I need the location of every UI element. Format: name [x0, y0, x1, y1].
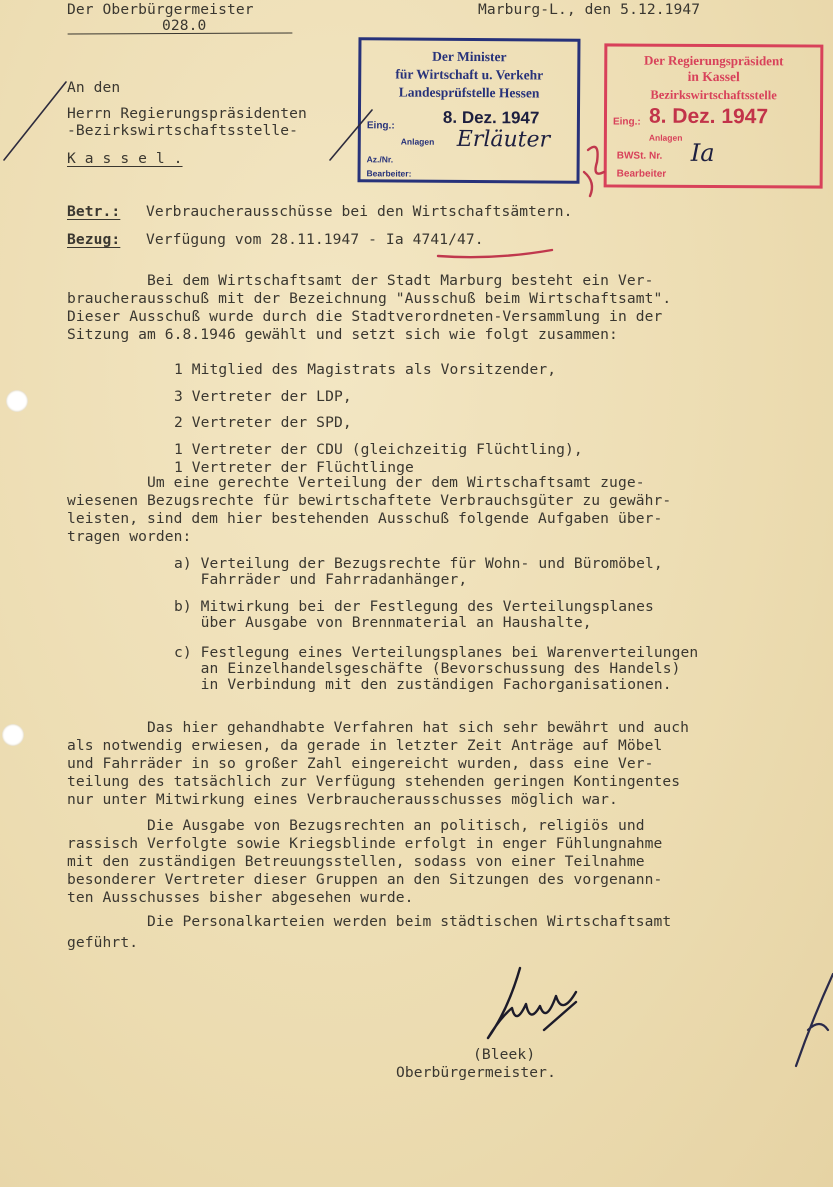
stamp-ministry-line-1: Der Minister — [432, 48, 507, 65]
task-c-line-2: an Einzelhandelsgeschäfte (Bevorschussung des Handels) — [174, 660, 681, 677]
stamp-regional-bearbeiter-label: Bearbeiter — [616, 168, 667, 180]
task-c-line-3: in Verbindung mit den zuständigen Fachorganisationen. — [174, 676, 672, 693]
paragraph-4-line-3: mit den zuständigen Betreuungsstellen, sodass von einer Teilnahme — [67, 853, 645, 870]
stamp-ministry-line-2: für Wirtschaft u. Verkehr — [395, 66, 544, 83]
stamp-regional-line-3: Bezirkswirtschaftsstelle — [650, 87, 777, 103]
signatory-name: (Bleek) — [473, 1046, 536, 1063]
paragraph-5-line-2: geführt. — [67, 934, 139, 951]
stamp-ministry-az-label: Az./Nr. — [366, 154, 394, 165]
paragraph-3-line-3: und Fahrräder in so großer Zahl eingereicht wurden, dass eine Ver- — [67, 755, 654, 772]
paragraph-5-line-1: Die Personalkarteien werden beim städtischen Wirtschaftsamt — [67, 913, 672, 930]
reference-label: Bezug: — [67, 231, 121, 248]
stamp-ministry-bearbeiter-label: Bearbeiter: — [366, 168, 412, 179]
paragraph-4-line-5: ten Ausschusses bisher abgesehen wurde. — [67, 889, 414, 906]
header-underline — [68, 33, 292, 34]
paragraph-1-line-4: Sitzung am 6.8.1946 gewählt und setzt sich wie folgt zusammen: — [67, 326, 618, 343]
margin-initial — [796, 974, 833, 1066]
paragraph-1-line-3: Dieser Ausschuß wurde durch die Stadtverordneten-Versammlung in der — [67, 308, 663, 325]
task-c-line-1: c) Festlegung eines Verteilungsplanes bei Warenverteilungen — [174, 644, 699, 661]
file-reference: 028.0 — [162, 17, 207, 34]
task-a-line-1: a) Verteilung der Bezugsrechte für Wohn- und Büromöbel, — [174, 555, 663, 572]
paragraph-1-line-1: Bei dem Wirtschaftsamt der Stadt Marburg besteht ein Ver- — [67, 272, 654, 289]
task-b-line-1: b) Mitwirkung bei der Festlegung des Verteilungsplanes — [174, 598, 654, 615]
paragraph-4-line-1: Die Ausgabe von Bezugsrechten an politisch, religiös und — [67, 817, 645, 834]
member-item-2: 3 Vertreter der LDP, — [174, 388, 352, 405]
member-item-4: 1 Vertreter der CDU (gleichzeitig Flüchtling), — [174, 441, 583, 458]
red-pencil-mark — [584, 147, 604, 196]
stamp-ministry-eing-label: Eing.: — [366, 120, 395, 132]
subject-text: Verbraucherausschüsse bei den Wirtschaftsämtern. — [146, 203, 573, 220]
member-item-5: 1 Vertreter der Flüchtlinge — [174, 459, 414, 476]
sender: Der Oberbürgermeister — [67, 1, 254, 18]
task-b-line-2: über Ausgabe von Brennmaterial an Haushalte, — [174, 614, 592, 631]
stamp-regional-bwst-label: BWSt. Nr. — [616, 150, 663, 162]
paragraph-3-line-2: als notwendig erwiesen, da gerade in letzter Zeit Anträge auf Möbel — [67, 737, 663, 754]
reference-underline — [438, 250, 552, 257]
paragraph-2-line-4: tragen worden: — [67, 528, 192, 545]
paragraph-3-line-4: teilung des tatsächlich zur Verfügung stehenden geringen Kontingentes — [67, 773, 681, 790]
address-line-3: -Bezirkswirtschaftsstelle- — [67, 122, 299, 139]
place-date: Marburg-L., den 5.12.1947 — [478, 1, 701, 18]
stamp-regional-anlagen-label: Anlagen — [648, 132, 683, 143]
paragraph-2-line-3: leisten, sind dem hier bestehenden Ausschuß folgende Aufgaben über- — [67, 510, 663, 527]
address-line-1: An den — [67, 79, 121, 96]
address-city: K a s s e l . — [67, 150, 183, 167]
task-a-line-2: Fahrräder und Fahrradanhänger, — [174, 571, 468, 588]
stamp-regional-bwst-value: Ia — [690, 138, 715, 168]
diagonal-stroke-left — [4, 82, 66, 160]
address-line-2: Herrn Regierungspräsidenten — [67, 105, 307, 122]
paragraph-4-line-4: besonderer Vertreter dieser Gruppen an den Sitzungen des vorgenann- — [67, 871, 663, 888]
signatory-title: Oberbürgermeister. — [396, 1064, 556, 1081]
stamp-regional-line-1: Der Regierungspräsident — [643, 52, 784, 69]
paragraph-2-line-1: Um eine gerechte Verteilung der dem Wirtschaftsamt zuge- — [67, 474, 645, 491]
paragraph-2-line-2: wiesenen Bezugsrechte für bewirtschaftete Verbrauchsgüter zu gewähr- — [67, 492, 672, 509]
paragraph-3-line-1: Das hier gehandhabte Verfahren hat sich sehr bewährt und auch — [67, 719, 690, 736]
stamp-ministry-handwritten-note: Erläuter — [456, 126, 551, 153]
reference-text: Verfügung vom 28.11.1947 - Ia 4741/47. — [146, 231, 484, 248]
member-item-3: 2 Vertreter der SPD, — [174, 414, 352, 431]
stamp-ministry-date: 8. Dez. 1947 — [442, 107, 540, 128]
stamp-regional-date: 8. Dez. 1947 — [648, 104, 769, 129]
subject-label: Betr.: — [67, 203, 121, 220]
stamp-regional-eing-label: Eing.: — [612, 116, 641, 128]
paragraph-1-line-2: braucherausschuß mit der Bezeichnung "Ausschuß beim Wirtschaftsamt". — [67, 290, 672, 307]
stamp-ministry-anlagen-label: Anlagen — [400, 136, 435, 147]
paragraph-4-line-2: rassisch Verfolgte sowie Kriegsblinde erfolgt in enger Fühlungnahme — [67, 835, 663, 852]
diagonal-stroke-middle — [330, 110, 372, 160]
mayor-signature — [488, 968, 576, 1038]
stamp-ministry-line-3: Landesprüfstelle Hessen — [398, 84, 540, 101]
member-item-1: 1 Mitglied des Magistrats als Vorsitzender, — [174, 361, 557, 378]
stamp-regional-line-2: in Kassel — [687, 68, 740, 85]
paragraph-3-line-5: nur unter Mitwirkung eines Verbraucherausschusses möglich war. — [67, 791, 618, 808]
